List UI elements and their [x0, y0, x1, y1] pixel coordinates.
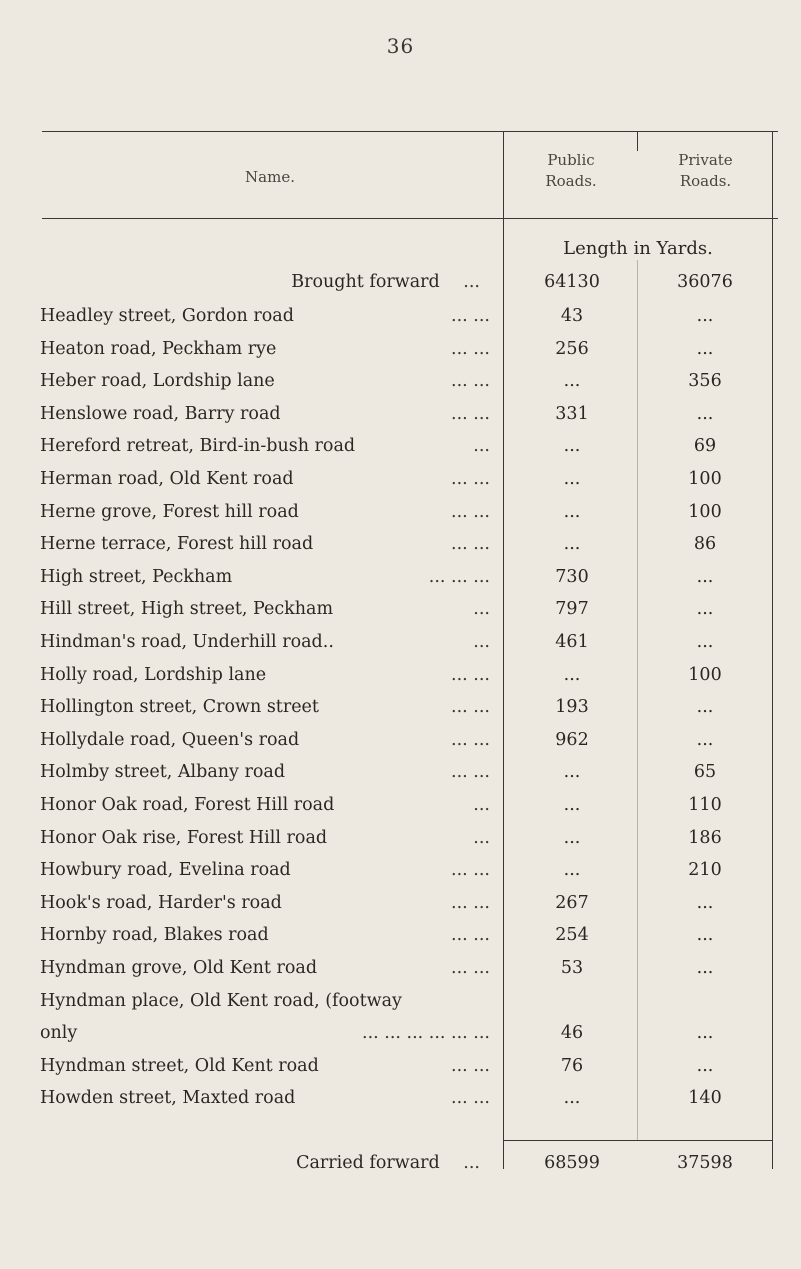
table-row [0, 1088, 801, 1120]
leader-dots: ... ... [451, 762, 490, 783]
road-name: Hollington street, Crown street [40, 697, 319, 718]
leader-dots: ... ... [451, 664, 490, 685]
leader-dots: ... [473, 436, 490, 457]
road-name: Hill street, High street, Peckham [40, 599, 334, 620]
leader-dots: ... ... [451, 306, 490, 326]
private-roads-value: 356 [688, 371, 722, 392]
public-roads-value: ... [563, 762, 581, 783]
leader-dots: ... ... ... ... ... ... [362, 1023, 490, 1044]
carried-forward-row [0, 1153, 801, 1185]
public-roads-value: 461 [555, 632, 589, 652]
table-row [0, 697, 801, 729]
road-name: Heber road, Lordship lane [40, 371, 275, 392]
brought-forward-label: Brought forward [291, 272, 440, 292]
public-roads-value: 962 [555, 729, 589, 750]
table-row [0, 371, 801, 403]
private-roads-value: ... [696, 697, 714, 718]
leader-dots: ... [473, 795, 490, 815]
table-row [0, 893, 801, 925]
road-name: Herne grove, Forest hill road [40, 501, 299, 522]
leader-dots: ... ... [451, 403, 490, 424]
road-name: Hyndman grove, Old Kent road [40, 958, 318, 978]
public-roads-value: ... [563, 501, 581, 522]
leader-dots: ... ... [451, 892, 490, 913]
road-name: Heaton road, Peckham rye [40, 338, 277, 359]
private-roads-value: ... [696, 958, 714, 978]
brought-forward-dots: ... [463, 272, 480, 292]
private-roads-value: 69 [693, 436, 717, 457]
private-roads-value: ... [696, 1055, 714, 1076]
header-bottom-rule [42, 218, 778, 219]
private-roads-value: ... [696, 892, 714, 913]
road-name: Howbury road, Evelina road [40, 860, 291, 881]
leader-dots: ... ... [451, 860, 490, 881]
private-roads-value: 186 [688, 827, 722, 848]
leader-dots: ... ... [451, 371, 490, 392]
table-row [0, 762, 801, 794]
brought-forward-row [0, 272, 801, 304]
public-roads-value: ... [563, 860, 581, 881]
public-roads-value: 53 [560, 958, 584, 978]
table-row [0, 925, 801, 957]
road-name: Holly road, Lordship lane [40, 664, 267, 685]
column-divider-2-top [637, 131, 638, 151]
table-row [0, 795, 801, 827]
road-name: Herne terrace, Forest hill road [40, 534, 314, 555]
leader-dots: ... ... [451, 338, 490, 359]
table-row [0, 404, 801, 436]
table-row [0, 436, 801, 468]
leader-dots: ... ... [451, 1055, 490, 1076]
public-roads-value: 76 [560, 1055, 584, 1076]
public-roads-value: 797 [555, 599, 589, 620]
private-roads-value: ... [696, 403, 714, 424]
public-roads-value: 193 [555, 697, 589, 718]
public-roads-value: 43 [560, 306, 584, 326]
table-row [0, 1023, 801, 1055]
table-row [0, 306, 801, 338]
private-roads-value: 86 [693, 534, 717, 555]
private-roads-value: 140 [688, 1088, 722, 1109]
table-row [0, 828, 801, 860]
road-name: Honor Oak rise, Forest Hill road [40, 827, 328, 848]
road-name: Honor Oak road, Forest Hill road [40, 795, 335, 815]
road-name: Hook's road, Harder's road [40, 892, 282, 913]
column-header-name: Name. [245, 168, 295, 186]
public-roads-value: 331 [555, 403, 589, 424]
public-roads-value: ... [563, 436, 581, 457]
public-roads-value: ... [563, 664, 581, 685]
leader-dots: ... ... [451, 729, 490, 750]
private-roads-value: 110 [688, 795, 722, 815]
leader-dots: ... [473, 827, 490, 848]
table-row [0, 958, 801, 990]
private-roads-value: ... [696, 729, 714, 750]
private-roads-value: ... [696, 632, 714, 652]
private-roads-value: 65 [693, 762, 717, 783]
table-row [0, 730, 801, 762]
private-roads-value: ... [696, 925, 714, 946]
road-name: Henslowe road, Barry road [40, 403, 281, 424]
leader-dots: ... [473, 599, 490, 620]
public-roads-value: ... [563, 827, 581, 848]
private-roads-value: 100 [688, 501, 722, 522]
table-row [0, 632, 801, 664]
private-roads-value: 100 [688, 664, 722, 685]
leader-dots: ... ... [451, 501, 490, 522]
table-row [0, 534, 801, 566]
table-row [0, 339, 801, 371]
road-name: Hollydale road, Queen's road [40, 729, 300, 750]
page-number: 36 [386, 34, 415, 58]
private-line1: Private [678, 151, 733, 169]
road-name: Howden street, Maxted road [40, 1088, 296, 1109]
table-row [0, 991, 801, 1023]
length-in-yards-label: Length in Yards. [563, 238, 713, 259]
public-roads-value: ... [563, 795, 581, 815]
public-roads-value: 254 [555, 925, 589, 946]
private-roads-value: 210 [688, 860, 722, 881]
table-row [0, 665, 801, 697]
table-row [0, 567, 801, 599]
total-rule [503, 1140, 772, 1141]
private-roads-value: ... [696, 338, 714, 359]
carried-forward-private: 37598 [677, 1153, 733, 1173]
private-line2: Roads. [679, 172, 732, 190]
leader-dots: ... ... [451, 925, 490, 946]
carried-forward-public: 68599 [544, 1153, 600, 1173]
leader-dots: ... [473, 632, 490, 652]
leader-dots: ... ... [451, 1088, 490, 1109]
public-roads-value: ... [563, 534, 581, 555]
road-name: Hereford retreat, Bird-in-bush road [40, 436, 356, 457]
private-roads-value: ... [696, 306, 714, 326]
road-name: Herman road, Old Kent road [40, 469, 294, 489]
public-roads-value: ... [563, 469, 581, 489]
road-name: Hornby road, Blakes road [40, 925, 269, 946]
table-row [0, 1056, 801, 1088]
carried-forward-dots: ... [463, 1153, 480, 1173]
table-row [0, 469, 801, 501]
road-name: High street, Peckham [40, 566, 233, 587]
leader-dots: ... ... [451, 534, 490, 555]
brought-forward-private: 36076 [677, 272, 733, 292]
public-line1: Public [547, 151, 595, 169]
public-roads-value: ... [563, 1088, 581, 1109]
public-roads-value: ... [563, 371, 581, 392]
carried-forward-label: Carried forward [296, 1153, 440, 1173]
road-name: Hyndman street, Old Kent road [40, 1055, 319, 1076]
private-roads-value: ... [696, 566, 714, 587]
private-roads-value: ... [696, 599, 714, 620]
leader-dots: ... ... ... [428, 566, 490, 587]
road-name: Hindman's road, Underhill road.. [40, 632, 334, 652]
leader-dots: ... ... [451, 958, 490, 978]
road-name: Hyndman place, Old Kent road, (footway [40, 990, 402, 1011]
brought-forward-public: 64130 [544, 272, 600, 292]
road-name: Headley street, Gordon road [40, 306, 294, 326]
public-roads-value: 46 [560, 1023, 584, 1044]
leader-dots: ... ... [451, 469, 490, 489]
road-name: Holmby street, Albany road [40, 762, 286, 783]
column-header-public [505, 150, 637, 192]
public-line2: Roads. [545, 172, 597, 190]
public-roads-value: 256 [555, 338, 589, 359]
private-roads-value: ... [696, 1023, 714, 1044]
table-row [0, 599, 801, 631]
column-header-private [639, 150, 772, 192]
leader-dots: ... ... [451, 697, 490, 718]
public-roads-value: 267 [555, 892, 589, 913]
table-row [0, 502, 801, 534]
private-roads-value: 100 [688, 469, 722, 489]
top-rule [42, 131, 778, 132]
road-name: only [40, 1023, 78, 1044]
public-roads-value: 730 [555, 566, 589, 587]
table-row [0, 860, 801, 892]
